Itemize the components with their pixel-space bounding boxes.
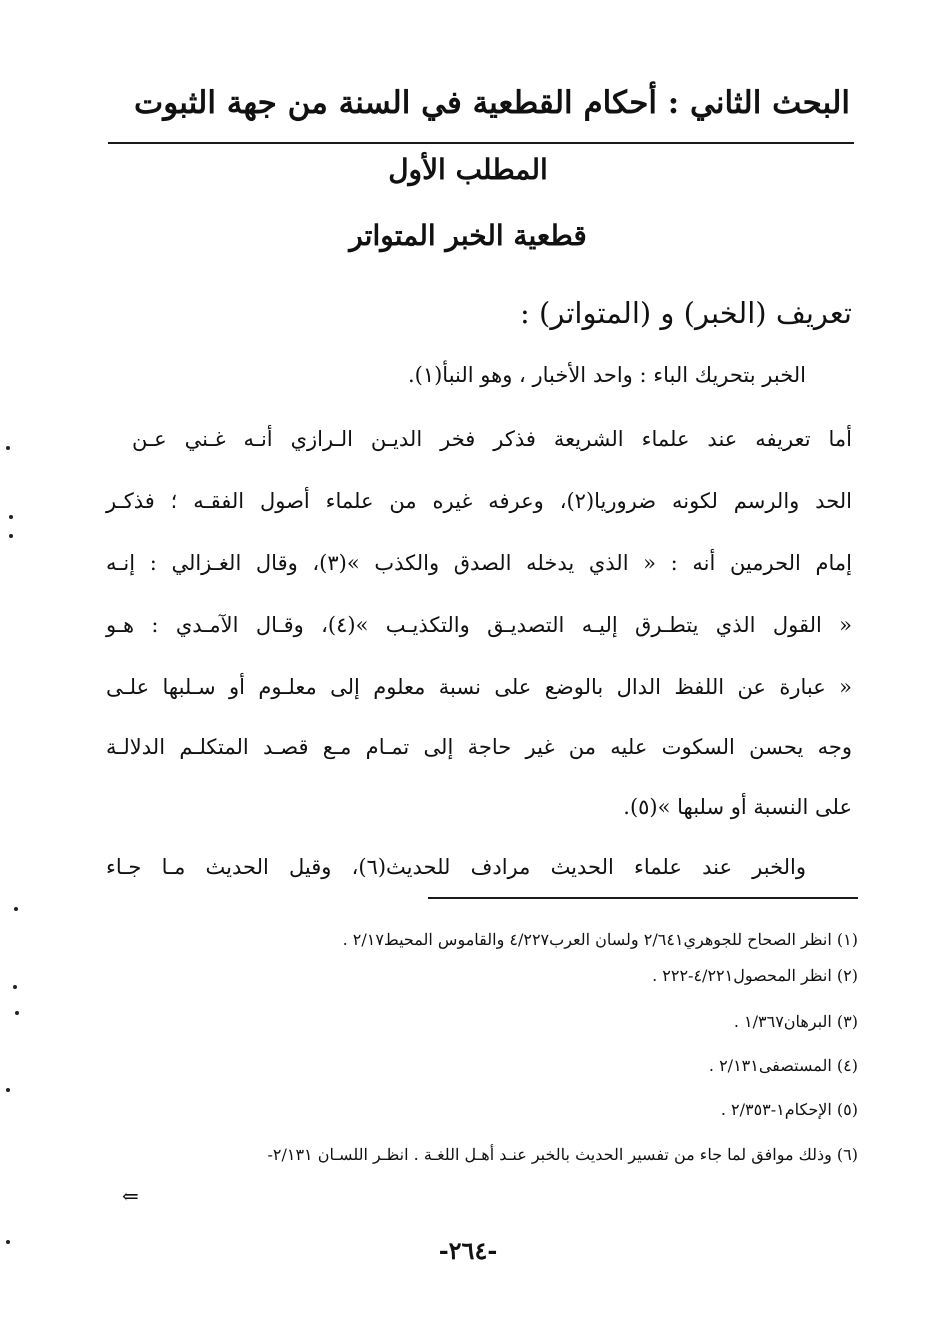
scan-speck (9, 515, 13, 519)
heading-divider (108, 142, 854, 144)
chapter-heading: البحث الثاني : أحكام القطعية في السنة من جهة الثبوت (134, 85, 850, 121)
body-line: على النسبة أو سلبها »(٥). (623, 795, 852, 819)
scan-speck (13, 985, 17, 989)
footnote: (٥) الإحكام١-٢/٣٥٣ . (720, 1100, 858, 1119)
footnote: (٤) المستصفى٢/١٣١ . (708, 1056, 858, 1075)
body-line: وجه يحسن السكوت عليه من غير حاجة إلى تمـام مـع قصـد المتكلـم الدلالـة (106, 735, 852, 759)
scan-speck (6, 1240, 10, 1244)
scan-speck (6, 446, 10, 450)
footnote: (٢) انظر المحصول٤/٢٢١-٢٢٢ . (652, 966, 858, 985)
scan-speck (14, 907, 18, 911)
scan-speck (15, 1011, 19, 1015)
continuation-arrow-icon: ⇐ (122, 1184, 139, 1208)
body-line: « القول الذي يتطـرق إليـه التصديـق والتكذيـب »(٤)، وقـال الآمـدي : هـو (106, 613, 852, 637)
body-line: الحد والرسم لكونه ضروريا(٢)، وعرفه غيره من علماء أصول الفقـه ؛ فذكـر (106, 489, 852, 513)
footnote: (٦) وذلك موافق لما جاء من تفسير الحديث بالخبر عنـد أهـل اللغـة . انظـر اللسـان ٢/١٣١- (267, 1145, 858, 1164)
body-line: أما تعريفه عند علماء الشريعة فذكر فخر الديـن الـرازي أنـه غـني عـن (132, 427, 852, 451)
footnote-divider (428, 897, 858, 899)
page-number: -٢٦٤- (438, 1236, 498, 1265)
footnote: (١) انظر الصحاح للجوهري٢/٦٤١ ولسان العرب٤/٢٢٧ والقاموس المحيط٢/١٧ . (342, 930, 858, 949)
body-line: إمام الحرمين أنه : « الذي يدخله الصدق والكذب »(٣)، وقال الغـزالي : إنـه (106, 551, 853, 575)
body-line: « عبارة عن اللفظ الدال بالوضع على نسبة معلوم إلى معلـوم أو سـلبها علـى (106, 675, 852, 699)
footnote: (٣) البرهان١/٣٦٧ . (733, 1012, 858, 1031)
scan-speck (6, 1088, 10, 1092)
definition-heading: تعريف (الخبر) و (المتواتر) : (520, 296, 852, 330)
body-line: الخبر بتحريك الباء : واحد الأخبار ، وهو النبأ(١). (407, 363, 806, 387)
section-subtitle: المطلب الأول (388, 153, 548, 186)
scan-speck (9, 534, 13, 538)
body-line: والخبر عند علماء الحديث مرادف للحديث(٦)، وقيل الحديث مـا جـاء (106, 855, 806, 879)
section-topic-title: قطعية الخبر المتواتر (349, 219, 587, 252)
